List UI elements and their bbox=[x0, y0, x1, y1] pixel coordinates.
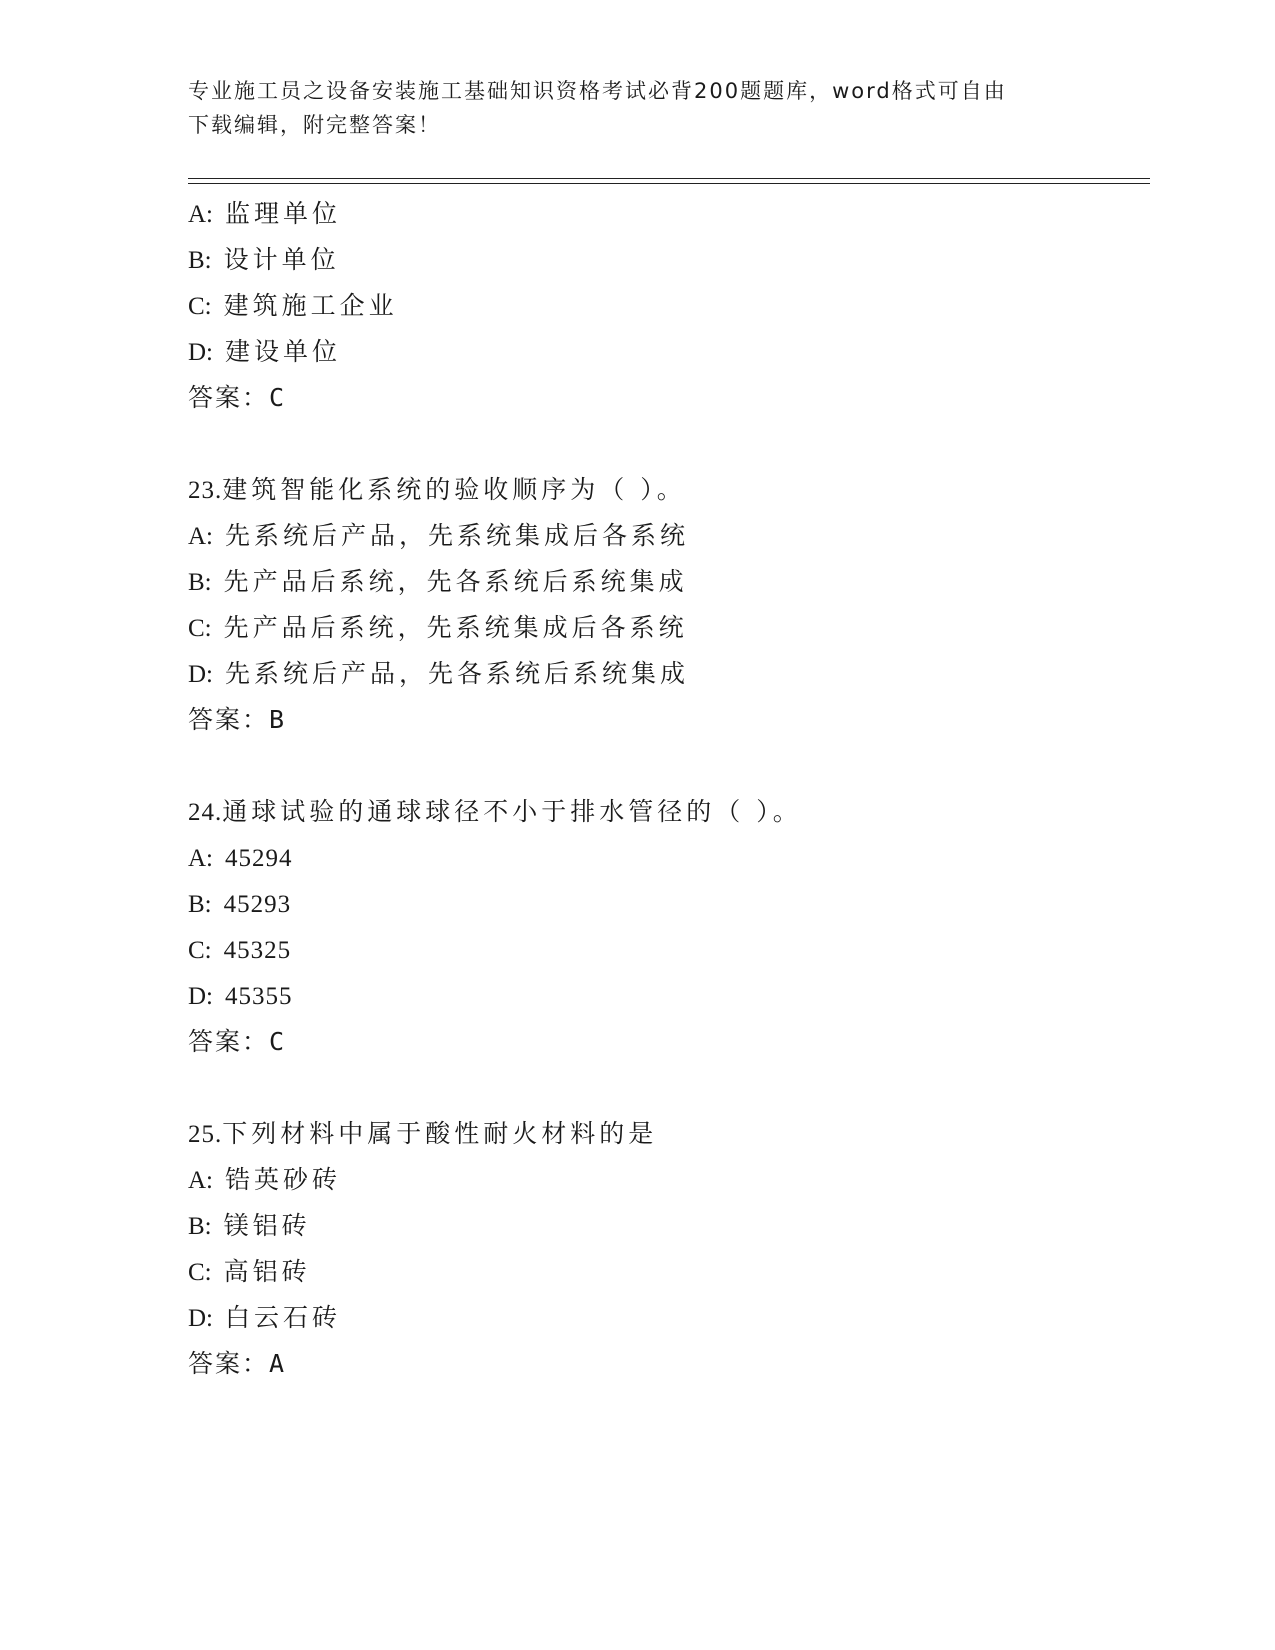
option-d: D: 白云石砖 bbox=[188, 1303, 341, 1332]
question-stem: 24.通球试验的通球球径不小于排水管径的（ ）。 bbox=[188, 797, 802, 826]
question-23 bbox=[188, 467, 1148, 743]
question-25 bbox=[188, 1111, 1148, 1387]
answer-line: 答案：C bbox=[188, 383, 285, 412]
header-divider-bottom bbox=[188, 183, 1150, 184]
question-list bbox=[188, 191, 1148, 1387]
option-b: B: 先产品后系统，先各系统后系统集成 bbox=[188, 567, 688, 596]
option-d: D: 45355 bbox=[188, 983, 293, 1010]
header-line-2: 下载编辑，附完整答案！ bbox=[188, 113, 441, 137]
option-a: A: 45294 bbox=[188, 845, 293, 872]
question-stem: 23.建筑智能化系统的验收顺序为（ ）。 bbox=[188, 475, 686, 504]
option-b: B: 镁铝砖 bbox=[188, 1211, 311, 1240]
spacer bbox=[188, 1065, 1148, 1111]
option-a: A: 先系统后产品，先系统集成后各系统 bbox=[188, 521, 689, 550]
option-a: A: 锆英砂砖 bbox=[188, 1165, 341, 1194]
question-24 bbox=[188, 789, 1148, 1065]
option-c: C: 先产品后系统，先系统集成后各系统 bbox=[188, 613, 688, 642]
answer-line: 答案：B bbox=[188, 705, 285, 734]
option-b: B: 45293 bbox=[188, 891, 292, 918]
option-c: C: 45325 bbox=[188, 937, 292, 964]
header-line-1: 专业施工员之设备安装施工基础知识资格考试必背200题题库，word格式可自由 bbox=[188, 79, 1007, 103]
option-c: C: 建筑施工企业 bbox=[188, 291, 398, 320]
spacer bbox=[188, 743, 1148, 789]
spacer bbox=[188, 421, 1148, 467]
answer-line: 答案：C bbox=[188, 1027, 285, 1056]
option-a: A: 监理单位 bbox=[188, 199, 341, 228]
header-divider-top bbox=[188, 178, 1150, 179]
option-c: C: 高铝砖 bbox=[188, 1257, 311, 1286]
question-stem: 25.下列材料中属于酸性耐火材料的是 bbox=[188, 1119, 658, 1148]
question-22-continued bbox=[188, 191, 1148, 421]
option-d: D: 建设单位 bbox=[188, 337, 341, 366]
document-header bbox=[188, 74, 1088, 142]
option-b: B: 设计单位 bbox=[188, 245, 340, 274]
answer-line: 答案：A bbox=[188, 1349, 285, 1378]
option-d: D: 先系统后产品，先各系统后系统集成 bbox=[188, 659, 689, 688]
